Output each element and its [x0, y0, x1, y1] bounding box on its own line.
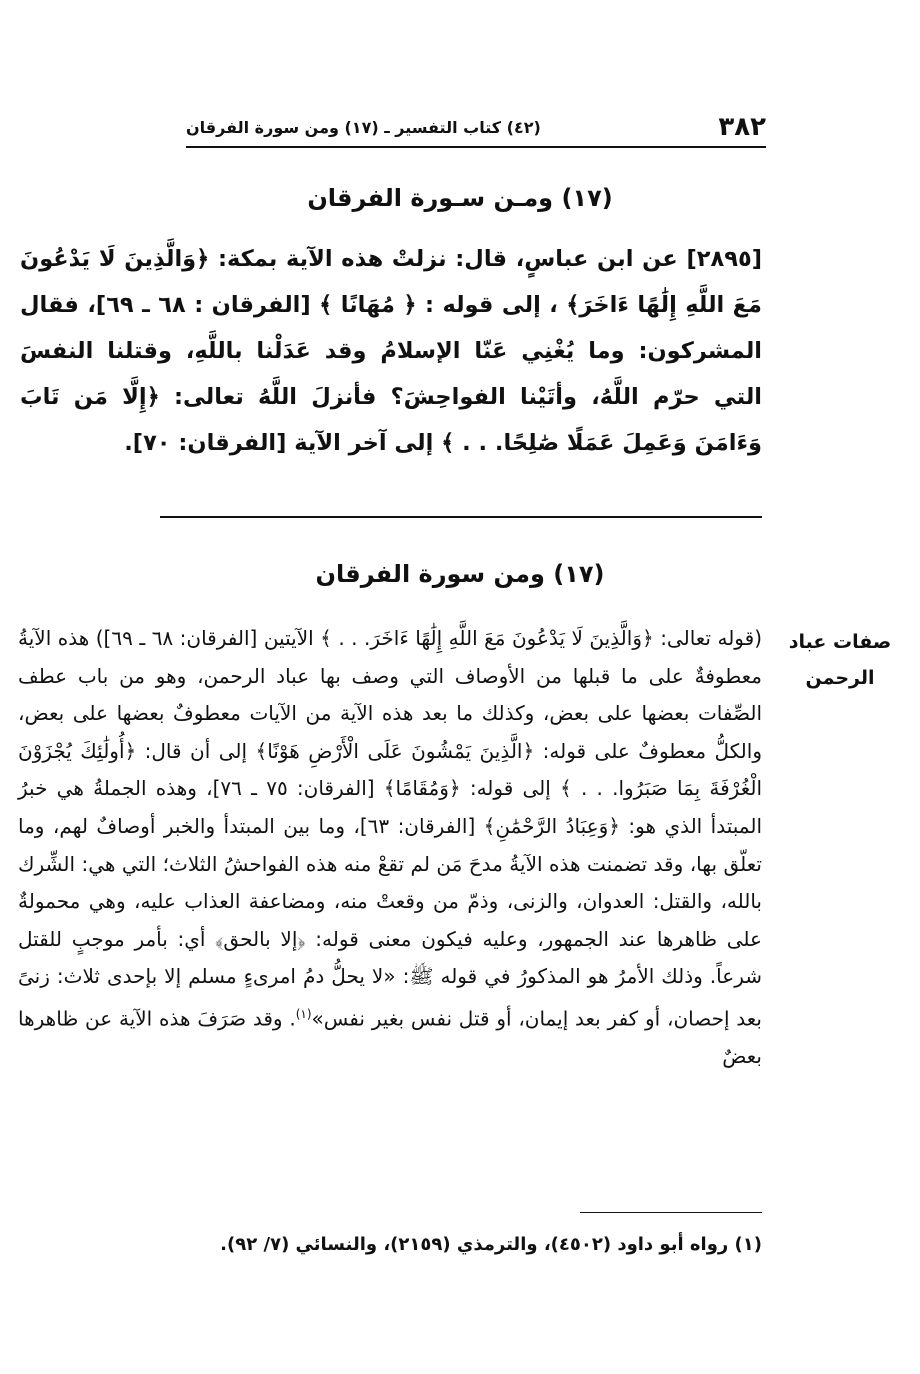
commentary-body: (قوله تعالى: ﴿وَالَّذِينَ لَا يَدْعُونَ مَعَ اللَّهِ إِلَٰهًا ءَاخَرَ. . . ﴾ الآيتين [الفرقان: ٦٨ ـ ٦٩]) هذه الآيةُ معطوفةٌ على ما قبلها من الأوصاف التي وصف بها عباد الرحمن، وهو من باب عطف الصِّفات بعضها على بعض، وكذلك ما بعد هذه الآية من الآيات معطوفٌ بعضها على بعض، والكلُّ معطوفٌ على قوله: ﴿الَّذِينَ يَمْشُونَ عَلَى الْأَرْضِ هَوْنًا﴾ إلى أن قال: ﴿أُولَٰئِكَ يُجْزَوْنَ الْغُرْفَةَ بِمَا صَبَرُوا. . . ﴾ إلى قوله: ﴿وَمُقَامًا﴾ [الفرقان: ٧٥ ـ ٧٦]، وهذه الجملةُ هي خبرُ المبتدأ الذي هو: ﴿وَعِبَادُ الرَّحْمَٰنِ﴾ [الفرقان: ٦٣]، وما بين المبتدأ والخبر أوصافٌ لهم، وما تعلّق بها، وقد تضمنت هذه الآيةُ مدحَ مَن لم تقعْ منه هذه الفواحشُ الثلاث؛ التي هي: الشِّرك بالله، والقتل: العدوان، والزنى، وذمّ من وقعتْ منه، ومضاعفة العذاب عليه، وهي محمولةٌ على ظاهرها عند الجمهور، وعليه فيكون معنى قوله: ﴿إلا بالحق﴾ أي: بأمر موجبٍ للقتل شرعاً. وذلك الأمرُ هو المذكورُ في قوله ﷺ: «لا يحلُّ دمُ امرىءٍ مسلم إلا بإحدى ثلاث: زنىً بعد إحصان، أو كفر بعد إيمان، أو قتل نفس بغير نفس» [18, 626, 762, 1031]
section-divider [160, 516, 762, 518]
footnote-marker: (١) [295, 1006, 312, 1021]
commentary-body-end: . وقد صَرَفَ هذه الآية عن ظاهرها بعضٌ [18, 1006, 762, 1069]
page-number: ٣٨٢ [718, 112, 766, 142]
margin-note: صفات عباد الرحمن [788, 631, 892, 689]
page-header [186, 112, 766, 142]
hadith-section-title: (١٧) ومـن سـورة الفرقان [307, 184, 613, 212]
footnote-rule [580, 1212, 762, 1213]
hadith-text: [٢٨٩٥] عن ابن عباسٍ، قال: نزلتْ هذه الآية بمكة: ﴿وَالَّذِينَ لَا يَدْعُونَ مَعَ اللَّهِ إِلَٰهًا ءَاخَرَ﴾ ، إلى قوله : ﴿ مُهَانًا ﴾ [الفرقان : ٦٨ ـ ٦٩]، فقال المشركون: وما يُغْنِي عَنّا الإسلامُ وقد عَدَلْنا باللَّهِ، وقتلنا النفسَ التي حرّم اللَّهُ، وأتَيْنا الفواحِشَ؟ فأنزلَ اللَّهُ تعالى: ﴿إِلَّا مَن تَابَ وَءَامَنَ وَعَمِلَ عَمَلًا صَٰلِحًا. . . ﴾ إلى آخر الآية [الفرقان: ٧٠]. [20, 246, 762, 456]
header-rule [186, 146, 766, 148]
footnote: (١) رواه أبو داود (٤٥٠٢)، والترمذي (٢١٥٩)، والنسائي (٧/ ٩٢). [220, 1234, 762, 1255]
commentary-section-title: (١٧) ومن سورة الفرقان [315, 560, 605, 588]
running-head: (٤٢) كتاب التفسير ـ (١٧) ومن سورة الفرقان [186, 117, 541, 137]
commentary-text [18, 620, 762, 1076]
